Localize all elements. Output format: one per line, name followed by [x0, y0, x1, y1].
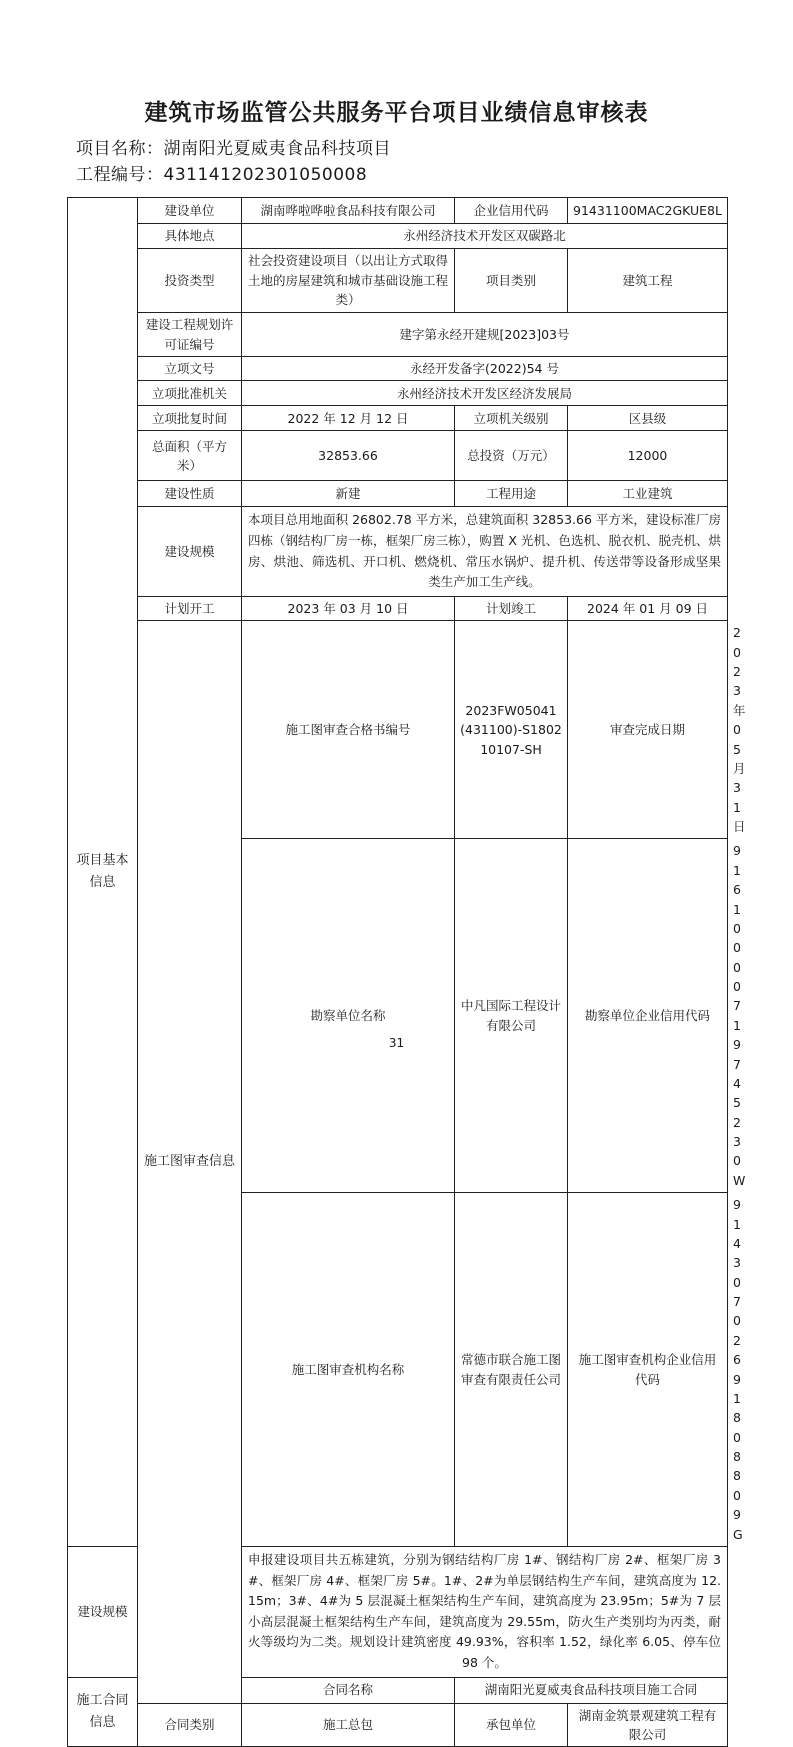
project-number: 工程编号：431141202301050008 [76, 165, 368, 185]
contractor-value: 湖南金筑景观建筑工程有限公司 [568, 1703, 728, 1747]
review-done-label: 审查完成日期 [568, 621, 728, 839]
review-cert-label: 施工图审查合格书编号 [242, 621, 455, 839]
builder-value: 湖南哗啦哗啦食品科技有限公司 [242, 198, 455, 224]
section-review-info: 施工图审查信息 [138, 621, 242, 1703]
approval-org-value: 永州经济技术开发区经济发展局 [242, 381, 728, 406]
review-scale-label: 建设规模 [68, 1546, 138, 1677]
survey-credit-label: 勘察单位企业信用代码 [568, 839, 728, 1193]
nature-value: 新建 [242, 481, 455, 507]
scale-value: 本项目总用地面积 26802.78 平方米，总建筑面积 32853.66 平方米，建设标准厂房四栋（钢结构厂房一栋，框架厂房三栋），购置 X 光机、色选机、脱衣机、脱壳机、烘房、烘池、筛选机、开口机、燃烧机、常压水锅炉、提升机、传送带等设备形成坚果类生产加工生产线。 [242, 507, 728, 597]
approval-org-label: 立项批准机关 [138, 381, 242, 406]
info-table: 项目基本信息 建设单位 湖南哗啦哗啦食品科技有限公司 企业信用代码 91431100MAC2GKUE8L 具体地点 永州经济技术开发区双碳路北 投资类型 社会投资建设项目（以出让方式取得土地的房屋建筑和城市基础设施工程类） 项目类别 建筑工程 建设工程规划许可证编号 建字第永经开建规[2023]03号 立项文号 永经开发备字(2022)54 号 立项批准机关 永州经济技术开发区经济发展局 立项批复时间 2022 年 12 月 12 日 立项机关级别 区县级 总面积（平方米） 32853.66 总投资（万元） 12000 建设性质 新建 工程用途 工业建筑 建设规模 本项目总用地面积 26802.78 平方米，总建筑面积 32853.66 平方米，建设标准厂房四栋（钢结构厂房一栋，框架厂房三栋），购置 X 光机、色选机、脱衣机、脱壳机、烘房、烘池、筛选机、开口机、燃烧机、常压水锅炉、提升机、传送带等设备形成坚果类生产加工生产线。 计划开工 2023 年 03 月 10 日 计划竣工 2024 年 01 月 09 日 施工图审查信息 施工图审查合格书编号 2023FW05041(431100)-S180210107-SH 审查完成日期 2023 年 05 月 31 日 勘察单位名称 中凡国际工程设计有限公司 勘察单位企业信用代码 91610000719745230W 施工图审查机构名称 常德市联合施工图审查有限责任公司 施工图审查机构企业信用代码 91430702691808809G 建设规模 申报建设项目共五栋建筑，分别为钢结结构厂房 1#、钢结构厂房 2#、框架厂房 3#、框架厂房 4#、框架厂房 5#。1#、2#为单层钢结构生产车间，建筑高度为 12.15m；3#、4#为 5 层混凝土框架结构生产车间，建筑高度为 23.95m；5#为 7 层小高层混凝土框架结构生产车间，建筑高度为 29.55m，防火生产类别均为丙类，耐火等级均为二类。规划设计建筑密度 49.93%，容积率 1.52，绿化率 6.05、停车位 98 个。 施工合同信息 合同名称 湖南阳光夏威夷食品科技项目施工合同 合同类别 施工总包 承包单位 湖南金筑景观建筑工程有限公司 [67, 197, 728, 1747]
review-scale-value: 申报建设项目共五栋建筑，分别为钢结结构厂房 1#、钢结构厂房 2#、框架厂房 3#、框架厂房 4#、框架厂房 5#。1#、2#为单层钢结构生产车间，建筑高度为 12.15m；3#、4#为 5 层混凝土框架结构生产车间，建筑高度为 23.95m；5#为 7 层小高层混凝土框架结构生产车间，建筑高度为 29.55m，防火生产类别均为丙类，耐火等级均为二类。规划设计建筑密度 49.93%，容积率 1.52，绿化率 6.05、停车位 98 个。 [242, 1546, 728, 1677]
invest-value: 12000 [568, 431, 728, 481]
section-contract-info: 施工合同信息 [68, 1677, 138, 1747]
use-value: 工业建筑 [568, 481, 728, 507]
review-org-value: 常德市联合施工图审查有限责任公司 [455, 1193, 568, 1547]
section-basic-info: 项目基本信息 [68, 198, 138, 1547]
end-label: 计划竣工 [455, 596, 568, 620]
approval-date-value: 2022 年 12 月 12 日 [242, 406, 455, 431]
permit-label: 建设工程规划许可证编号 [138, 313, 242, 357]
contract-type-value: 施工总包 [242, 1703, 455, 1747]
contract-name-value: 湖南阳光夏威夷食品科技项目施工合同 [455, 1677, 728, 1703]
project-name: 项目名称：湖南阳光夏威夷食品科技项目 [76, 139, 391, 159]
end-value: 2024 年 01 月 09 日 [568, 596, 728, 620]
review-cert-value: 2023FW05041(431100)-S180210107-SH [455, 621, 568, 839]
location-label: 具体地点 [138, 224, 242, 249]
org-level-value: 区县级 [568, 406, 728, 431]
survey-label: 勘察单位名称 [242, 839, 455, 1193]
page-title: 建筑市场监管公共服务平台项目业绩信息审核表 [144, 99, 649, 126]
start-label: 计划开工 [138, 596, 242, 620]
contract-type-label: 合同类别 [138, 1703, 242, 1747]
permit-value: 建字第永经开建规[2023]03号 [242, 313, 728, 357]
survey-value: 中凡国际工程设计有限公司 [455, 839, 568, 1193]
contractor-label: 承包单位 [455, 1703, 568, 1747]
builder-label: 建设单位 [138, 198, 242, 224]
approval-date-label: 立项批复时间 [138, 406, 242, 431]
org-level-label: 立项机关级别 [455, 406, 568, 431]
credit-code-value: 91431100MAC2GKUE8L [568, 198, 728, 224]
area-value: 32853.66 [242, 431, 455, 481]
location-value: 永州经济技术开发区双碳路北 [242, 224, 728, 249]
invest-type-label: 投资类型 [138, 249, 242, 313]
scale-label: 建设规模 [138, 507, 242, 597]
invest-type-value: 社会投资建设项目（以出让方式取得土地的房屋建筑和城市基础设施工程类） [242, 249, 455, 313]
category-value: 建筑工程 [568, 249, 728, 313]
contract-name-label: 合同名称 [242, 1677, 455, 1703]
credit-code-label: 企业信用代码 [455, 198, 568, 224]
approval-doc-value: 永经开发备字(2022)54 号 [242, 357, 728, 381]
page-number: 31 [388, 1036, 405, 1050]
start-value: 2023 年 03 月 10 日 [242, 596, 455, 620]
review-org-label: 施工图审查机构名称 [242, 1193, 455, 1547]
use-label: 工程用途 [455, 481, 568, 507]
invest-label: 总投资（万元） [455, 431, 568, 481]
category-label: 项目类别 [455, 249, 568, 313]
nature-label: 建设性质 [138, 481, 242, 507]
review-org-credit-label: 施工图审查机构企业信用代码 [568, 1193, 728, 1547]
approval-doc-label: 立项文号 [138, 357, 242, 381]
area-label: 总面积（平方米） [138, 431, 242, 481]
